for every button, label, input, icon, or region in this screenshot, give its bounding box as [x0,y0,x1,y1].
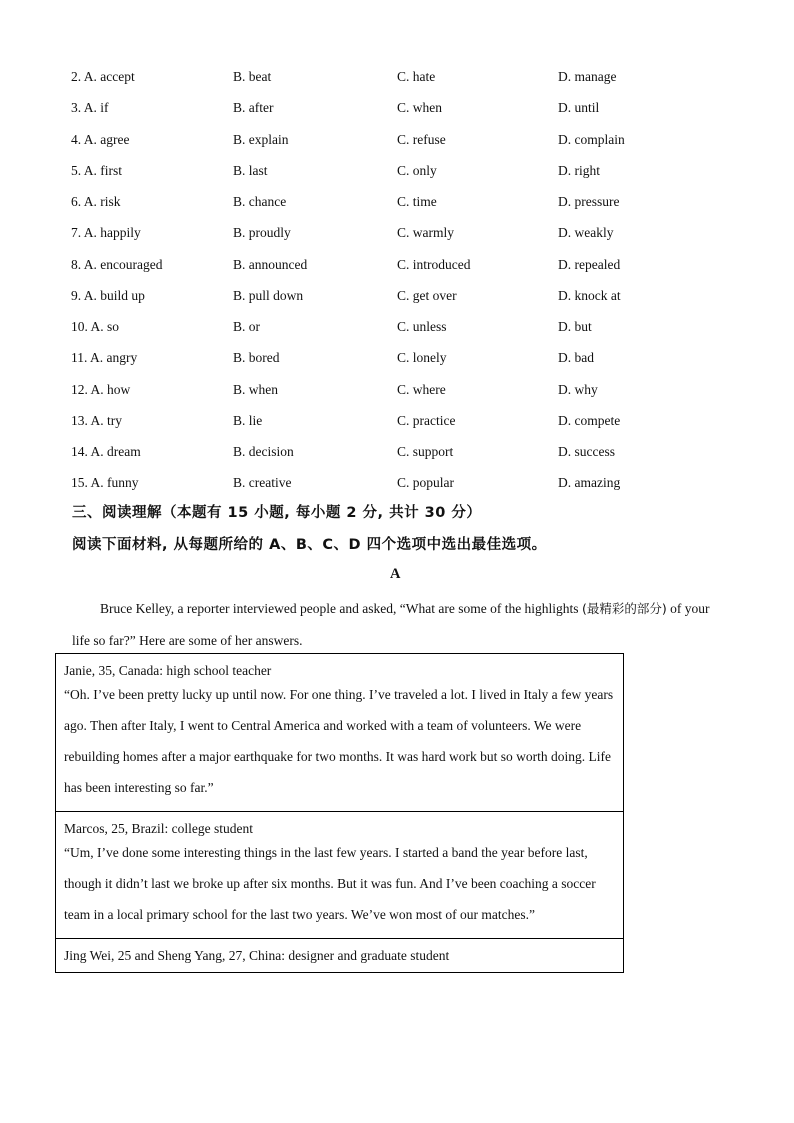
option-row [0,374,794,405]
option-a: 14. A. dream [71,444,141,459]
section-instruction: 阅读下面材料, 从每题所给的 A、B、C、D 四个选项中选出最佳选项。 [72,537,547,553]
option-d: D. pressure [558,194,620,209]
option-b: B. creative [233,475,292,491]
answers-table [55,653,624,973]
option-c: C. warmly [397,225,454,241]
option-b: B. pull down [233,287,304,303]
option-c: C. practice [397,412,456,428]
option-b: B. when [233,381,278,397]
option-a: 11. A. angry [71,350,138,366]
intro-gloss: (最精彩的部分) [581,601,667,616]
option-row [0,467,794,498]
option-a: 5. A. first [71,162,123,178]
option-a: 10. A. so [71,319,120,334]
option-b: B. or [233,319,260,334]
intro-text-2: of your life so far?” Here are some of her answers. [72,601,710,648]
answer-cell [56,654,623,812]
answer-quote: “Oh. I’ve been pretty lucky up until now. For one thing. I’ve traveled a lot. I lived in Italy a few years ago. Then after Italy, I went to Central America and worked with a team of volunteers. We were rebuilding homes after a major earthquake for two months. It was hard work but so worth doing. Life has been interesting so far.” [64,687,614,795]
option-row [0,92,794,123]
answer-speaker: Janie, 35, Canada: high school teacher [64,663,272,678]
option-b: B. proudly [233,225,291,241]
option-c: C. lonely [397,350,447,366]
option-b: B. decision [233,444,294,459]
option-b: B. explain [233,131,289,147]
answer-quote: “Um, I’ve done some interesting things in the last few years. I started a band the year before last, though it didn’t last we broke up after six months. But it was fun. And I’ve been coaching a soccer team in a local primary school for the last two years. We’ve won most of our matches.” [64,845,596,922]
option-d: D. right [558,162,600,178]
intro-text-1: Bruce Kelley, a reporter interviewed people and asked, “What are some of the highlights [100,601,582,616]
option-d: D. but [558,319,592,334]
option-b: B. bored [233,350,280,366]
option-c: C. introduced [397,256,471,272]
option-d: D. repealed [558,256,621,272]
option-a: 6. A. risk [71,194,121,209]
option-c: C. when [397,100,442,116]
option-row [0,342,794,373]
section-title: 三、阅读理解（本题有 15 小题, 每小题 2 分, 共计 30 分） [72,505,482,521]
option-row [0,405,794,436]
option-d: D. amazing [558,475,621,491]
option-a: 4. A. agree [71,131,130,147]
answer-cell [56,939,623,972]
option-row [0,436,794,467]
option-a: 12. A. how [71,381,131,397]
option-c: C. only [397,162,437,178]
option-a: 9. A. build up [71,287,145,303]
option-d: D. why [558,381,598,397]
option-row [0,280,794,311]
option-d: D. manage [558,69,617,84]
option-row [0,124,794,155]
option-c: C. where [397,381,446,397]
option-d: D. complain [558,131,625,147]
option-row [0,311,794,342]
option-c: C. popular [397,475,454,491]
option-row [0,217,794,248]
option-d: D. weakly [558,225,614,241]
option-b: B. beat [233,69,272,84]
option-row [0,186,794,217]
option-row [0,61,794,92]
option-a: 13. A. try [71,412,123,428]
answer-speaker: Jing Wei, 25 and Sheng Yang, 27, China: designer and graduate student [64,948,450,963]
option-a: 2. A. accept [71,69,135,84]
option-d: D. bad [558,350,594,366]
answer-speaker: Marcos, 25, Brazil: college student [64,821,253,836]
option-c: C. time [397,194,437,209]
option-d: D. knock at [558,287,621,303]
option-b: B. announced [233,256,308,272]
option-row [0,155,794,186]
options-list [0,61,794,499]
option-c: C. refuse [397,131,446,147]
option-row [0,249,794,280]
option-d: D. success [558,444,615,459]
option-b: B. lie [233,412,263,428]
option-b: B. chance [233,194,287,209]
option-c: C. unless [397,319,447,334]
option-b: B. last [233,162,268,178]
answer-cell [56,812,623,939]
option-c: C. support [397,444,454,459]
option-d: D. compete [558,412,621,428]
passage-intro [72,593,722,656]
option-a: 8. A. encouraged [71,256,163,272]
option-a: 3. A. if [71,100,109,116]
option-a: 7. A. happily [71,225,141,241]
passage-label: A [390,566,401,582]
option-b: B. after [233,100,274,116]
option-d: D. until [558,100,600,116]
option-c: C. get over [397,287,457,303]
option-a: 15. A. funny [71,475,139,491]
option-c: C. hate [397,69,436,84]
